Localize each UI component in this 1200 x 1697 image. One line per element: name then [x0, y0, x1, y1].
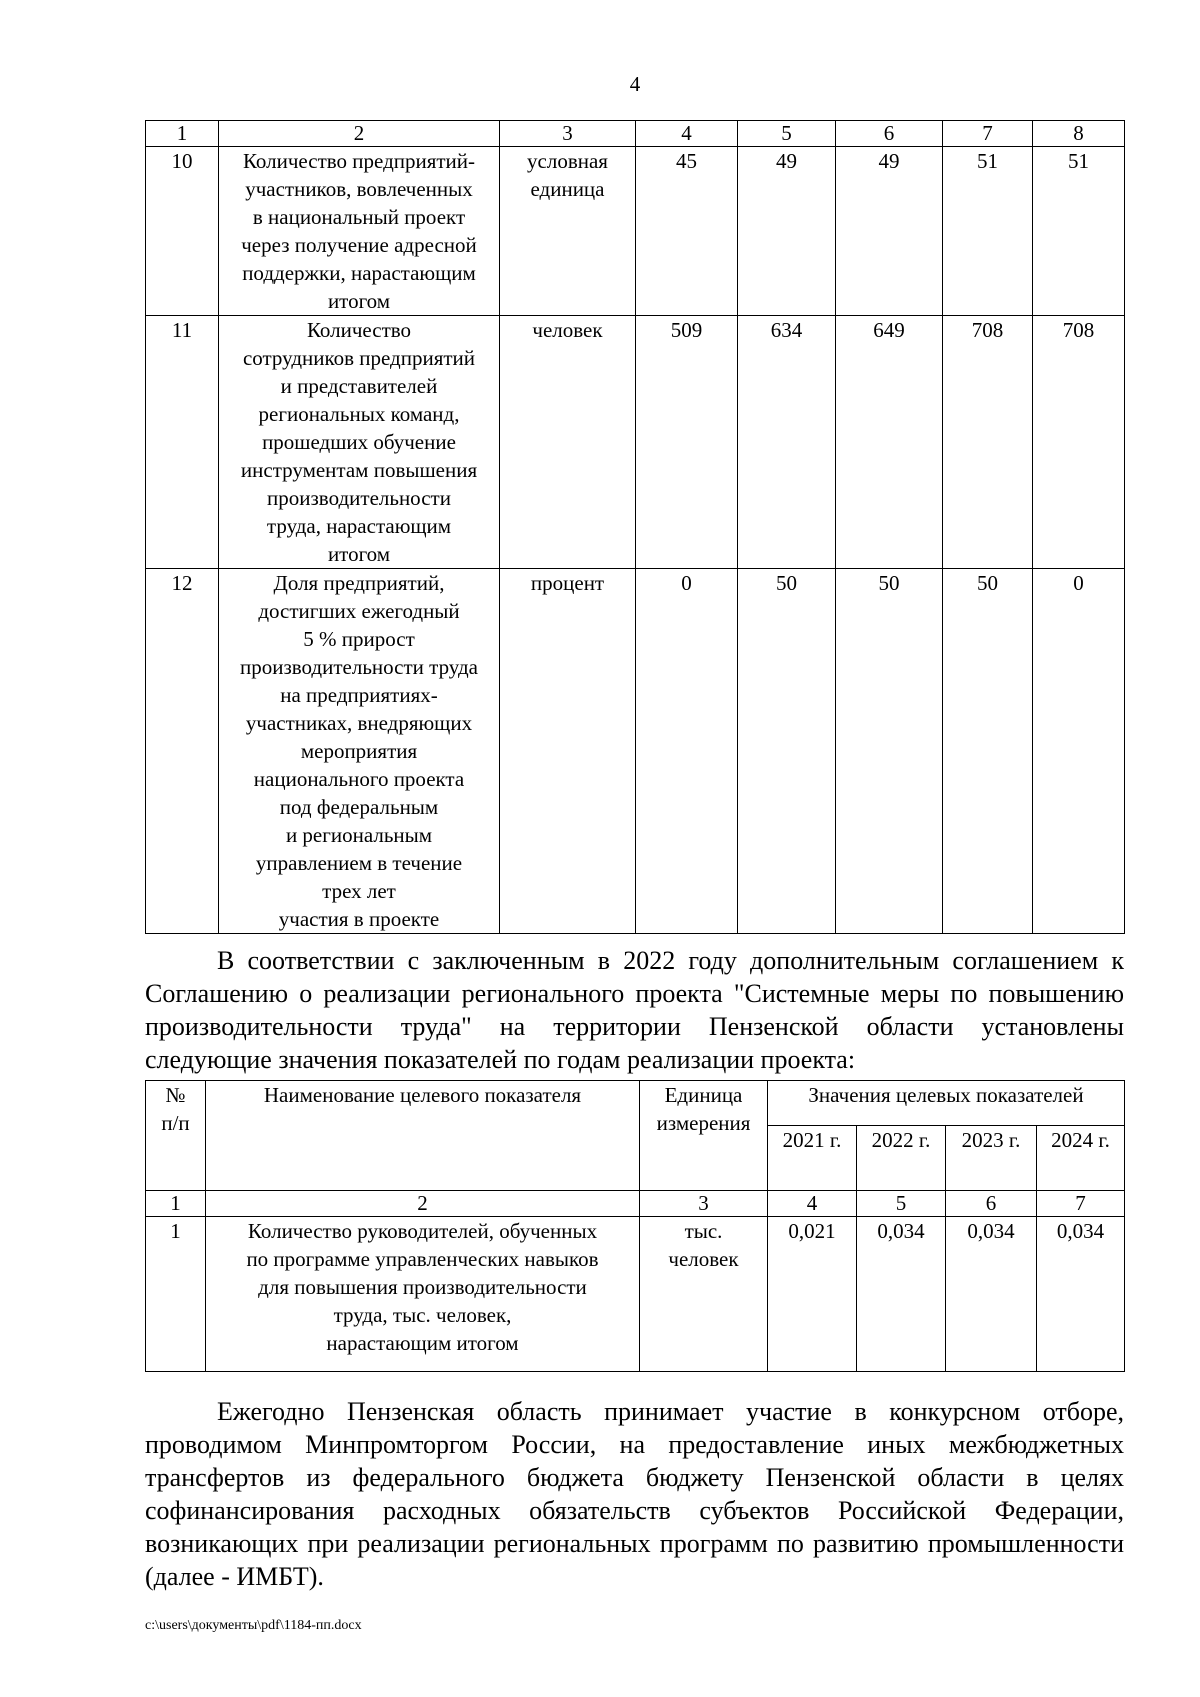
header-cell: 3: [500, 121, 636, 147]
header-cell: 2: [219, 121, 500, 147]
name-line: Количество: [306, 318, 412, 342]
name-line: инструментам повышения: [240, 458, 478, 482]
header-cell: 8: [1033, 121, 1125, 147]
column-number: 2: [206, 1191, 640, 1217]
header-cell: 1: [146, 121, 219, 147]
row-number: 11: [146, 316, 219, 569]
row-number: 1: [146, 1217, 206, 1372]
indicator-name: [219, 316, 500, 569]
name-line: трех лет: [322, 879, 396, 903]
name-line: по программе управленческих навыков: [246, 1247, 599, 1271]
table-header-row: [146, 121, 1125, 147]
table-row: [146, 1217, 1125, 1372]
name-line: Доля предприятий,: [273, 571, 445, 595]
indicator-name: [206, 1217, 640, 1372]
value-cell: 0,034: [857, 1217, 946, 1372]
value-cell: 51: [943, 147, 1033, 316]
unit-line: единица: [530, 177, 605, 201]
header-unit-cell: [640, 1081, 768, 1191]
unit-cell: [500, 569, 636, 934]
header-cell: 6: [836, 121, 943, 147]
name-line: достигших ежегодный: [258, 599, 460, 623]
name-line: и региональным: [285, 823, 433, 847]
column-number: 6: [946, 1191, 1037, 1217]
name-line: управлением в течение: [255, 851, 463, 875]
target-indicators-table: [145, 1080, 1125, 1372]
name-line: участников, вовлеченных: [245, 177, 473, 201]
value-cell: 0,034: [946, 1217, 1037, 1372]
header-cell: 5: [738, 121, 836, 147]
header-values-cell: Значения целевых показателей: [768, 1081, 1125, 1126]
row-number: 12: [146, 569, 219, 934]
value-cell: 0,021: [768, 1217, 857, 1372]
row-number: 10: [146, 147, 219, 316]
name-line: 5 % прирост: [303, 627, 415, 651]
value-cell: 49: [738, 147, 836, 316]
page-number: 4: [629, 72, 641, 96]
paragraph-agreement: В соответствии с заключенным в 2022 году дополнительным соглашением к Соглашению о реализации регионального проекта "Системные меры по повышению производительности труда" на территории Пензенской области установлены следующие значения показателей по годам реализации проекта:: [145, 946, 1124, 1074]
column-number: 4: [768, 1191, 857, 1217]
table-row: [146, 316, 1125, 569]
name-line: для повышения производительности: [258, 1275, 587, 1299]
column-number: 7: [1037, 1191, 1125, 1217]
value-cell: 708: [943, 316, 1033, 569]
name-line: региональных команд,: [258, 402, 460, 426]
name-line: участия в проекте: [278, 907, 440, 931]
name-line: в национальный проект: [252, 205, 466, 229]
name-line: под федеральным: [279, 795, 439, 819]
value-cell: 0: [636, 569, 738, 934]
header-line: измерения: [656, 1111, 751, 1135]
name-line: итогом: [327, 289, 391, 313]
value-cell: 50: [836, 569, 943, 934]
value-cell: 634: [738, 316, 836, 569]
year-header: 2022 г.: [857, 1126, 946, 1191]
value-cell: 49: [836, 147, 943, 316]
column-number: 5: [857, 1191, 946, 1217]
value-cell: 50: [943, 569, 1033, 934]
unit-cell: [500, 147, 636, 316]
indicators-table-continued: [145, 120, 1125, 934]
unit-line: условная: [527, 149, 608, 173]
name-line: и представителей: [280, 374, 438, 398]
header-cell: 4: [636, 121, 738, 147]
value-cell: 708: [1033, 316, 1125, 569]
value-cell: 649: [836, 316, 943, 569]
table-row: [146, 569, 1125, 934]
name-line: поддержки, нарастающим: [242, 261, 476, 285]
indicator-name: [219, 147, 500, 316]
header-name-cell: Наименование целевого показателя: [206, 1081, 640, 1191]
name-line: на предприятиях-: [280, 683, 438, 707]
name-line: участниках, внедряющих: [245, 711, 473, 735]
name-line: производительности труда: [239, 655, 478, 679]
column-number: 1: [146, 1191, 206, 1217]
value-cell: 0,034: [1037, 1217, 1125, 1372]
paragraph-imbt: Ежегодно Пензенская область принимает участие в конкурсном отборе, проводимом Минпромторгом России, на предоставление иных межбюджетных трансфертов из федерального бюджета бюджету Пензенской области в целях софинансирования расходных обязательств субъектов Российской Федерации, возникающих при реализации региональных программ по развитию промышленности (далее - ИМБТ).: [145, 1397, 1124, 1591]
unit-line: человек: [532, 318, 603, 342]
column-number: 3: [640, 1191, 768, 1217]
name-line: труда, нарастающим: [266, 514, 452, 538]
value-cell: 509: [636, 316, 738, 569]
value-cell: 50: [738, 569, 836, 934]
unit-cell: [500, 316, 636, 569]
header-number-cell: [146, 1081, 206, 1191]
header-line: №: [165, 1083, 186, 1107]
name-line: нарастающим итогом: [326, 1331, 519, 1355]
year-header: 2023 г.: [946, 1126, 1037, 1191]
value-cell: 0: [1033, 569, 1125, 934]
column-numbering-row: [146, 1191, 1125, 1217]
name-line: через получение адресной: [241, 233, 477, 257]
header-line: п/п: [161, 1111, 190, 1135]
header-cell: 7: [943, 121, 1033, 147]
unit-line: тыс.: [684, 1219, 723, 1243]
year-header: 2021 г.: [768, 1126, 857, 1191]
footer-file-path: c:\users\документы\pdf\1184-пп.docx: [145, 1618, 362, 1633]
year-header: 2024 г.: [1037, 1126, 1125, 1191]
name-line: Количество руководителей, обученных: [247, 1219, 598, 1243]
indicator-name: [219, 569, 500, 934]
unit-cell: [640, 1217, 768, 1372]
value-cell: 51: [1033, 147, 1125, 316]
table-header-row: [146, 1081, 1125, 1126]
name-line: прошедших обучение: [262, 430, 456, 454]
table-row: [146, 147, 1125, 316]
name-line: итогом: [327, 542, 391, 566]
unit-line: процент: [530, 571, 605, 595]
value-cell: 45: [636, 147, 738, 316]
name-line: производительности: [267, 486, 451, 510]
header-line: Единица: [664, 1083, 743, 1107]
name-line: Количество предприятий-: [242, 149, 476, 173]
name-line: сотрудников предприятий: [242, 346, 476, 370]
name-line: мероприятия: [300, 739, 418, 763]
name-line: труда, тыс. человек,: [333, 1303, 512, 1327]
name-line: национального проекта: [253, 767, 465, 791]
unit-line: человек: [668, 1247, 739, 1271]
